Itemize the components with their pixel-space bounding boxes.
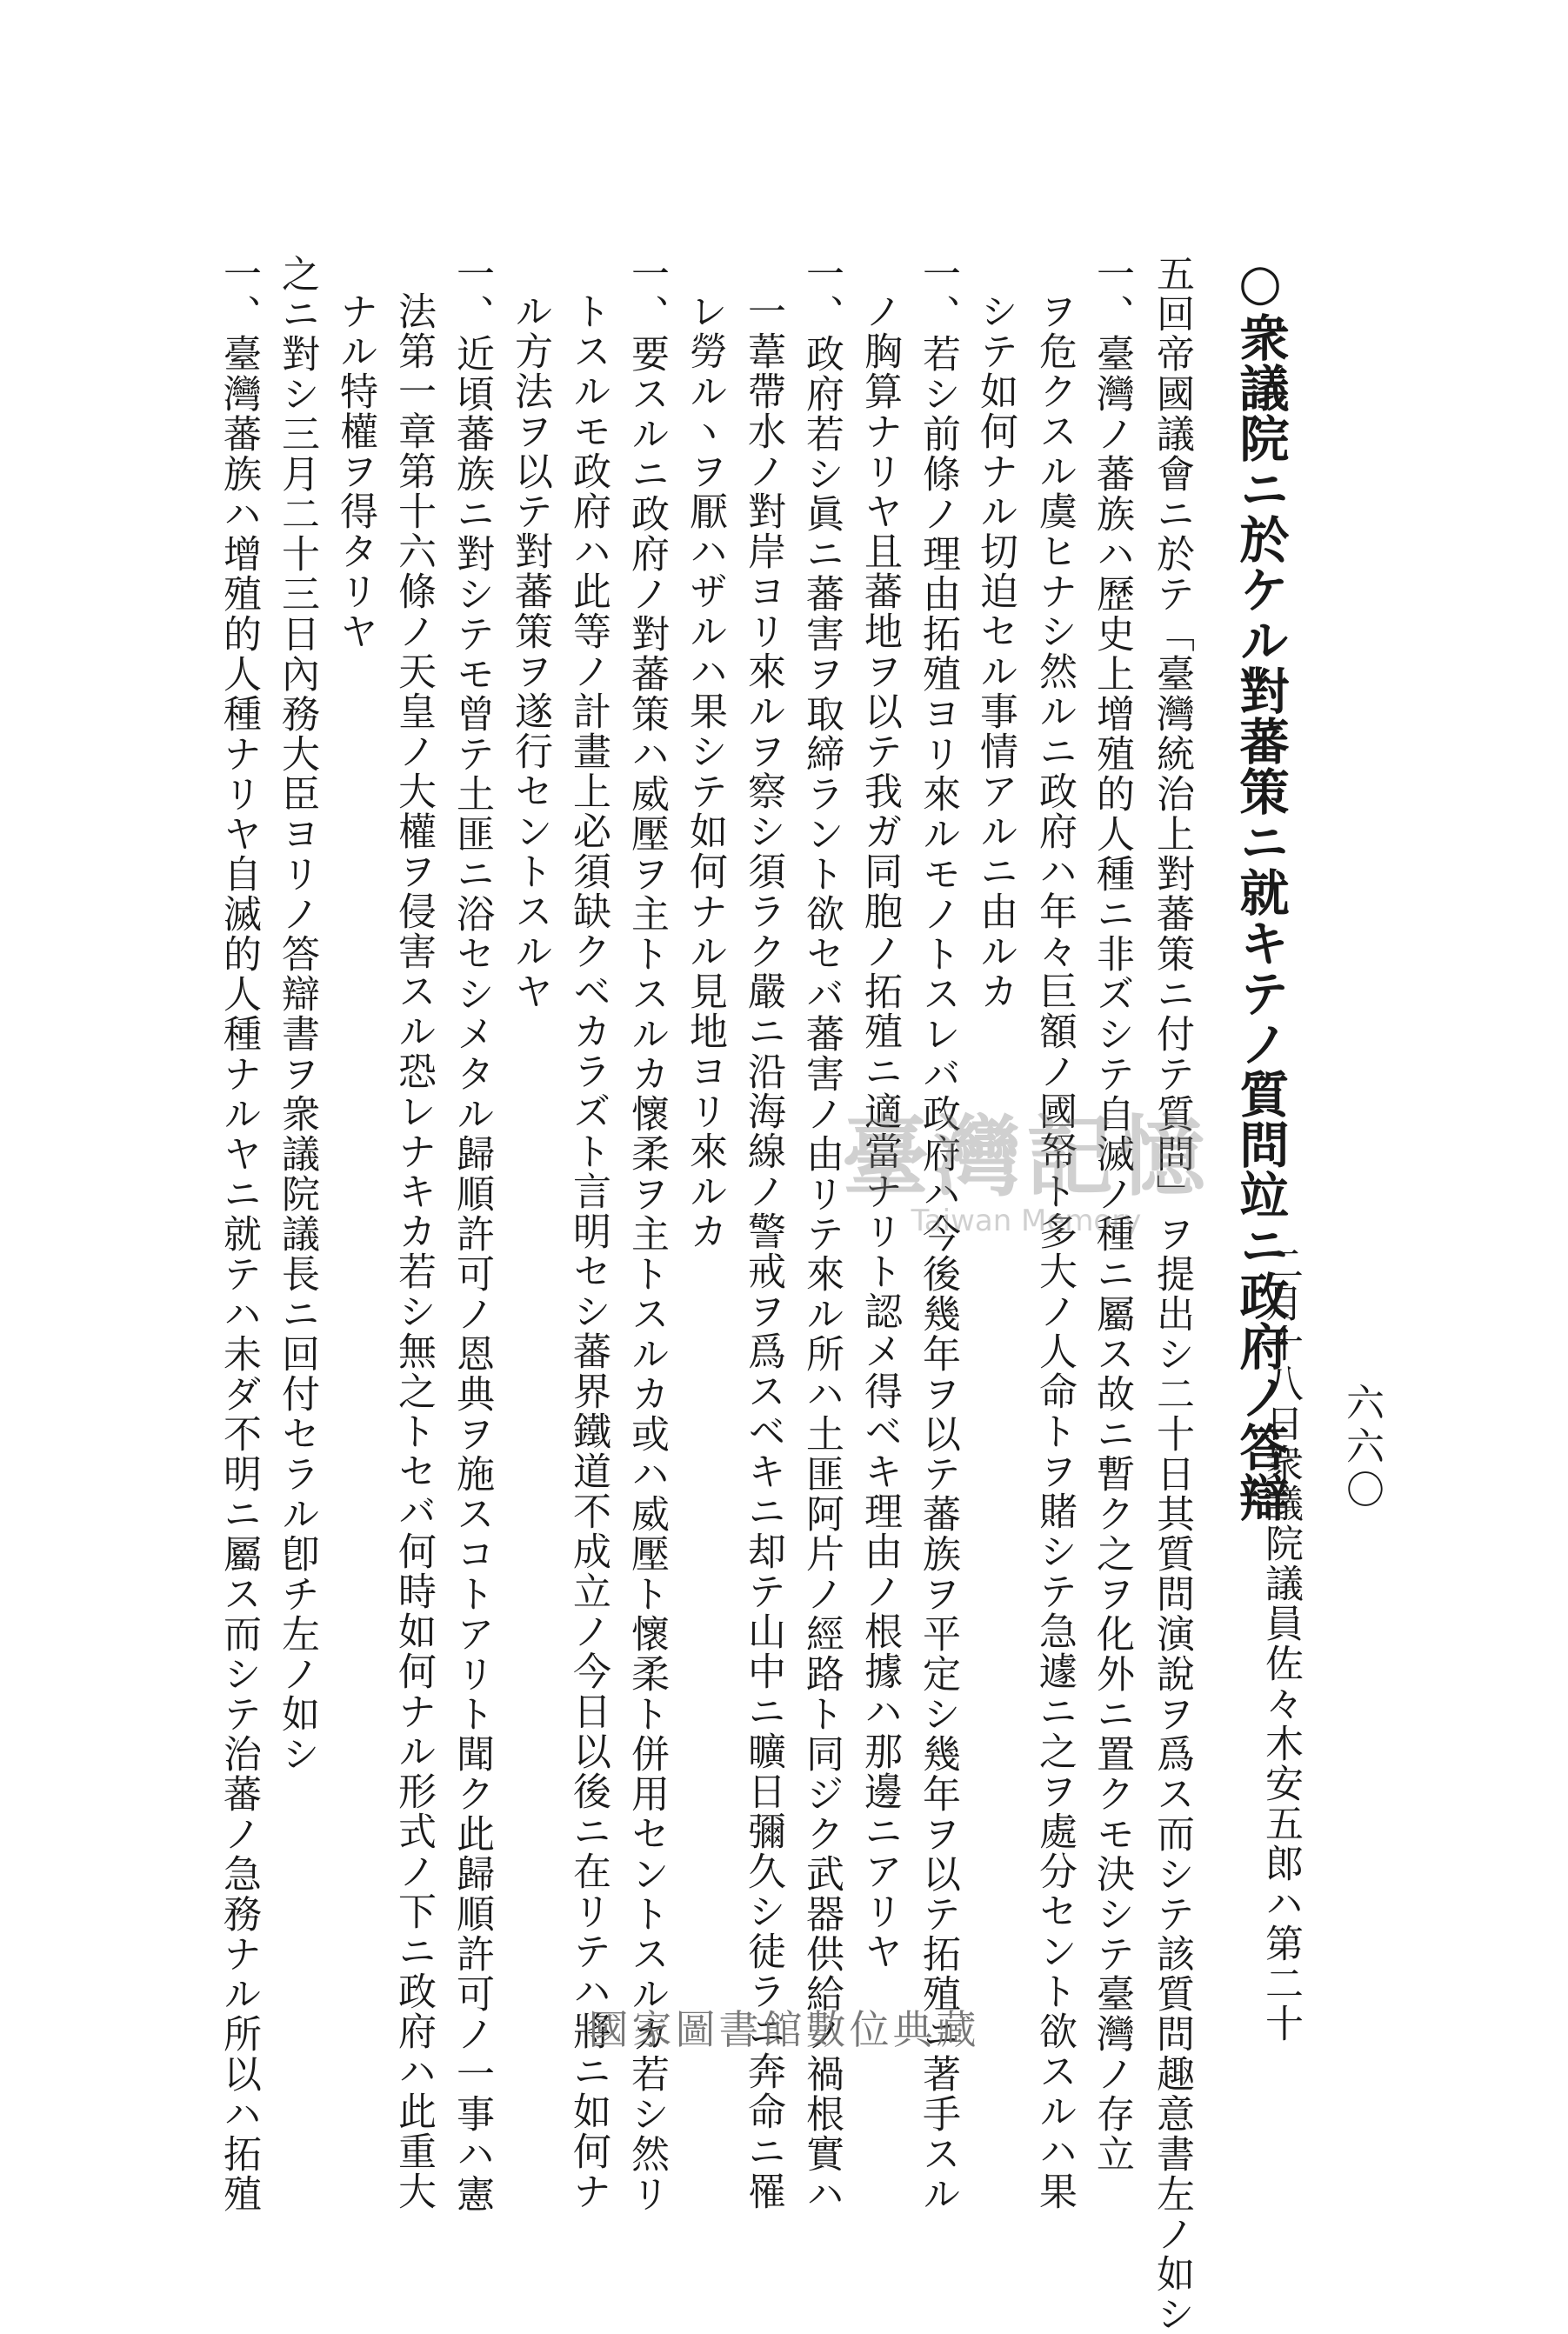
text-column: ル方法ヲ以テ對蕃策ヲ遂行セントスルヤ	[508, 291, 552, 1011]
section-title: ○衆議院ニ於ケル對蕃策ニ就キテノ質問竝ニ政府ノ答辯	[1231, 254, 1289, 1523]
text-column: ナル特權ヲ得タリヤ	[333, 291, 377, 651]
footer-credit: 國家圖書館數位典藏	[588, 2006, 980, 2053]
text-column: 法第一章第十六條ノ天皇ノ大權ヲ侵害スル恐レナキカ若シ無之トセバ何時如何ナル形式ノ下ニ政府ハ此重大	[391, 291, 436, 2211]
watermark	[765, 1087, 1287, 1238]
text-column: 之ニ對シ三月二十三日內務大臣ヨリノ答辯書ヲ衆議院議長ニ回付セラル卽チ左ノ如シ	[275, 254, 319, 1774]
watermark-logo-text: 臺灣記憶	[842, 1105, 1211, 1208]
text-column: 五回帝國議會ニ於テ「臺灣統治上對蕃策ニ付テ質問」ヲ提出シ二十日其質問演說ヲ爲ス而シテ該質問趣意書左ノ如シ	[1150, 254, 1194, 2334]
text-column: ノ胸算ナリヤ且蕃地ヲ以テ我ガ同胞ノ拓殖ニ適當ナリト認メ得ベキ理由ノ根據ハ那邊ニアリヤ	[857, 291, 902, 1971]
text-column: レ勞ルヽヲ厭ハザルハ果シテ如何ナル見地ヨリ來ルカ	[683, 291, 727, 1251]
text-column: 一、臺灣蕃族ハ增殖的人種ナリヤ自滅的人種ナルヤニ就テハ未ダ不明ニ屬ス而シテ治蕃ノ急務ナル所以ハ拓殖	[217, 254, 261, 2214]
text-column: 一、臺灣ノ蕃族ハ歷史上增殖的人種ニ非ズシテ自滅ノ種ニ屬ス故ニ暫ク之ヲ化外ニ置クモ決シテ臺灣ノ存立	[1090, 254, 1134, 2174]
text-column: ヲ危クスル虞ヒナシ然ルニ政府ハ年々巨額ノ國帑ト多大ノ人命トヲ賭シテ急遽ニ之ヲ處分セント欲スルハ果	[1032, 291, 1077, 2211]
page-number: 六六〇	[1339, 1383, 1384, 1513]
text-column: シテ如何ナル切迫セル事情アルニ由ルカ	[973, 291, 1018, 1011]
text-column: 一、政府若シ眞ニ蕃害ヲ取締ラント欲セバ蕃害ノ由リテ來ル所ハ土匪阿片ノ經路ト同ジク武器供給ノ禍根實ハ	[799, 254, 844, 2214]
date-header-line: 二月十八日衆議院議員佐々木安五郎ハ第二十	[1258, 1244, 1303, 2044]
text-column: 一、若シ前條ノ理由拓殖ヨリ來ルモノトスレバ政府ハ今後幾年ヲ以テ蕃族ヲ平定シ幾年ヲ以テ拓殖ニ著手スル	[916, 254, 960, 2214]
watermark-subtitle: Taiwan Memory	[911, 1204, 1142, 1238]
text-column: 一葦帶水ノ對岸ヨリ來ルヲ察シ須ラク嚴ニ沿海線ノ警戒ヲ爲スベキニ却テ山中ニ曠日彌久シ徒ラニ奔命ニ罹	[741, 291, 785, 2211]
text-column: トスルモ政府ハ此等ノ計畫上必須缺クベカラズト言明セシ蕃界鐵道不成立ノ今日以後ニ在リテハ將ニ如何ナ	[566, 291, 611, 2211]
text-column: 一、要スルニ政府ノ對蕃策ハ威壓ヲ主トスルカ懷柔ヲ主トスルカ或ハ威壓ト懷柔ト併用セントスルカ若シ然リ	[624, 254, 669, 2214]
text-column: 一、近頃蕃族ニ對シテモ曾テ土匪ニ浴セシメタル歸順許可ノ恩典ヲ施スコトアリト聞ク此歸順許可ノ一事ハ憲	[450, 254, 494, 2214]
